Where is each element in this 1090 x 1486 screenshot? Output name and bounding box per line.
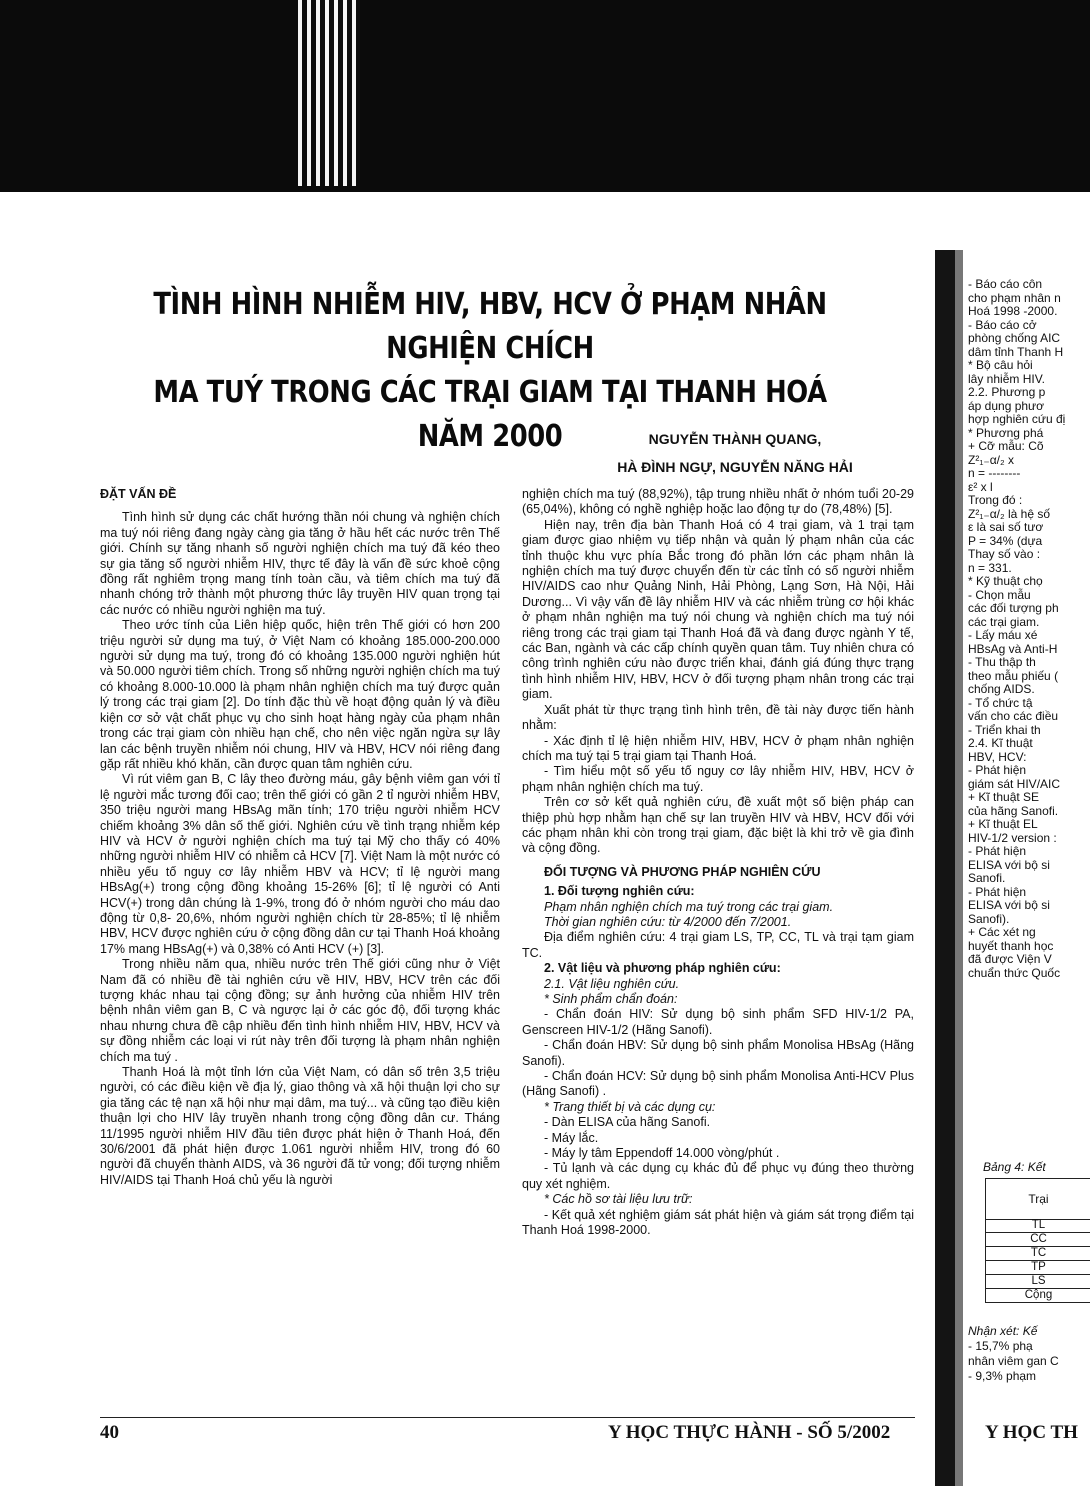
column-3-line: Z²₁₋α/₂ x xyxy=(968,452,1014,467)
table-row: LS xyxy=(985,1275,1090,1289)
column-3-line: - Phát hiện xyxy=(968,884,1027,899)
journal-name: Y HỌC THỰC HÀNH - SỐ 5/2002 xyxy=(608,1422,891,1443)
spine-stripes xyxy=(298,0,360,186)
column-3-line: - Thu thập th xyxy=(968,655,1036,669)
paragraph: - Chẩn đoán HCV: Sử dụng bộ sinh phẩm Monolisa Anti-HCV Plus (Hãng Sanofi) . xyxy=(522,1069,914,1099)
column-3-line: phòng chống AIC xyxy=(968,331,1061,345)
subsection-heading: 2. Vật liệu và phương pháp nghiên cứu: xyxy=(544,961,781,976)
author-line-1: NGUYỄN THÀNH QUANG, xyxy=(648,431,822,447)
paragraph: Xuất phát từ thực trạng tình hình trên, đề tài này được tiến hành nhằm: xyxy=(522,702,914,733)
paragraph: * Các hồ sơ tài liệu lưu trữ: xyxy=(544,1192,693,1207)
paragraph: - Kết quả xét nghiệm giám sát phát hiện và giám sát trọng điểm tại Thanh Hoá 1998-2000. xyxy=(522,1207,914,1238)
column-3-line: các trại giam. xyxy=(968,614,1040,629)
column-1 xyxy=(100,487,500,1188)
paragraph: Thời gian nghiên cứu: từ 4/2000 đến 7/2001. xyxy=(544,914,792,929)
column-3-line: cho phạm nhân n xyxy=(968,290,1061,305)
column-3-line: vấn cho các điều xyxy=(968,709,1059,723)
column-3-line: ELISA với bộ si xyxy=(968,898,1050,912)
column-3-line: theo mẫu phiếu ( xyxy=(968,668,1059,683)
column-3-line: - Chọn mẫu xyxy=(968,587,1031,602)
column-3-line: lây nhiễm HIV. xyxy=(968,371,1045,386)
column-3-line: 2.4. Kĩ thuật xyxy=(968,736,1033,750)
column-3-line: n = -------- xyxy=(968,466,1021,480)
paragraph: Theo ước tính của Liên hiệp quốc, hiện trên Thế giới có hơn 200 triệu người sử dụng ma tuý, ở Việt Nam có khoảng 185.000-200.000 người sử dụng ma tuý, trong đó có khoảng 135.000 người nghiện hút và 50.000 người tiêm chích. Trong số những người nghiện chích ma tuý có khoảng 8.000-10.000 là phạm nhân nghiện chích ma tuý được quản lý trong các trại giam [2]. Do tính đặc thù về hoạt động quản lý và điều kiện cơ sở vật chất phục vụ cho sinh hoạt hàng ngày của phạm nhân trong các trại giam còn nhiều hạn chế, cho nên việc ngăn ngừa sự lây lan các bệnh truyền nhiễm nói chung, HIV và HBV, HCV nói riêng đang gặp rất nhiều khó khăn, cần được quan tâm nghiên cứu. xyxy=(100,618,500,771)
paragraph: Thanh Hoá là một tỉnh lớn của Việt Nam, có dân số trên 3,5 triệu người, có các điều kiện về địa lý, giao thông và xã hội thuận lợi cho sự gia tăng các tệ nạn xã hội như mại dâm, ma tuý... và cũng tạo điều kiện thuận lợi cho HIV lây truyền nhanh trong cộng đồng dân cư. Tháng 11/1995 người nhiễm HIV đầu tiên được phát hiện ở Thanh Hoá, đến 30/6/2001 đã phát hiện được 1.061 người nhiễm HIV, trong đó 60 người đã chuyển thành AIDS, và 36 người đã tử vong; đối tượng nhiễm HIV/AIDS tại Thanh Hoá chủ yếu là người xyxy=(100,1065,500,1187)
column-3-line: Thay số vào : xyxy=(968,547,1041,561)
column-3-line: ε là sai số tươ xyxy=(968,520,1044,534)
title-line-1: TÌNH HÌNH NHIỄM HIV, HBV, HCV Ở PHẠM NHÂN NGHIỆN CHÍCH xyxy=(153,287,827,366)
paragraph: * Sinh phẩm chẩn đoán: xyxy=(544,992,678,1006)
table-row: CC xyxy=(985,1233,1090,1247)
paragraph: Phạm nhân nghiện chích ma tuý trong các trại giam. xyxy=(544,899,834,914)
paragraph: 2.1. Vật liệu nghiên cứu. xyxy=(544,976,680,991)
paragraph: Vì rút viêm gan B, C lây theo đường máu, gây bệnh viêm gan với tỉ lệ người mắc tương đối cao; trên thế giới có gần 2 tỉ người nhiễm HBV, 350 triệu người mang HBsAg mãn tính; 170 triệu người nhiễm HCV chiếm khoảng 3% dân số thế giới. Nghiên cứu về tình trạng nhiễm kép HIV và HCV ở người nghiện chích ma tuý tại Mỹ cho thấy có 40% những người nhiễm HIV có nhiễm cả HCV [7]. Việt Nam là một nước có nhiều yếu tố nguy cơ lây nhiễm HBV và HCV; tỉ lệ người mang HBsAg(+) trong cộng đồng khoảng 15-26% [6]; tỉ lệ người có Anti HCV(+) trong dân chúng là 1-9%, trong đó ở nhóm người cho máu dao động từ 0,8- 20,6%, nhóm người nghiện chích từ 28-85%; tỉ lệ nhiễm HBV, HCV được nghiên cứu ở cộng đồng dân cư tại Thanh Hoá khoảng 17% mang HBsAg(+) và 0,38% có Anti HCV (+) [3]. xyxy=(100,772,500,956)
column-3-line: Trong đó : xyxy=(968,493,1023,507)
page-gutter-edge xyxy=(955,250,963,1486)
column-3-line: đã được Viện V xyxy=(968,952,1052,966)
column-3-line: hợp nghiên cứu đị xyxy=(968,412,1066,426)
column-3-line: n = 331. xyxy=(968,560,1012,575)
column-3-line: áp dụng phươ xyxy=(968,398,1044,413)
column-3-line: chuẩn thức Quốc xyxy=(968,965,1061,980)
column-3-line: HBV, HCV: xyxy=(968,749,1027,764)
table-row: Cộng xyxy=(985,1289,1090,1303)
column-3-line: HIV-1/2 version : xyxy=(968,830,1057,845)
paragraph: Hiện nay, trên địa bàn Thanh Hoá có 4 trại giam, và 1 trại tạm giam được giao nhiệm vụ tiếp nhận và quản lý phạm nhân của các tỉnh thuộc khu vực phía Bắc trong đó phần lớn các phạm nhân là nghiện chích ma tuý được chuyển đến từ các tỉnh có số người nhiễm HIV/AIDS cao như Quảng Ninh, Hải Phòng, Lạng Sơn, Hà Nội, Hải Dương... Vì vậy vấn đề lây nhiễm HIV và các nhiễm trùng cơ hội khác ở phạm nhân nghiện ma tuý nói chung và nghiện chích ma tuý nói riêng trong các trại giam tại Thanh Hoá đã và đang được ngành Y tế, các Ban, ngành và các cấp chính quyền quan tâm. Tuy nhiên chưa có công trình nghiên cứu nào được triển khai, đánh giá đúng thực trạng tình hình nhiễm HIV, HBV, HCV ở đối tượng phạm nhân trong các trại giam. xyxy=(522,517,914,702)
title-line-2: MA TUÝ TRONG CÁC TRẠI GIAM TẠI THANH HOÁ NĂM 2000 xyxy=(153,375,827,454)
authors xyxy=(540,425,930,481)
column-3-after-table xyxy=(968,1324,1090,1384)
column-3-line: ε² x l xyxy=(968,479,993,494)
paragraph: - Chẩn đoán HBV: Sử dụng bộ sinh phẩm Monolisa HBsAg (Hãng Sanofi). xyxy=(522,1038,914,1068)
column-3-line: các đối tượng ph xyxy=(968,601,1059,615)
column-3-cropped xyxy=(968,278,1090,980)
column-3-line: Z²₁₋α/₂ là hệ số xyxy=(968,506,1051,521)
author-line-2: HÀ ĐÌNH NGỰ, NGUYỄN NĂNG HẢI xyxy=(617,459,853,475)
column-3-line: * Kỹ thuật chọ xyxy=(968,574,1043,588)
column-3-line: - Phát hiện xyxy=(968,763,1027,777)
table-header: Trại xyxy=(985,1178,1090,1220)
column-3-line: - Triển khai th xyxy=(968,722,1041,737)
column-3-line: nhân viêm gan C xyxy=(968,1354,1059,1368)
paragraph: Tình hình sử dụng các chất hướng thần nói chung và nghiện chích ma tuý nói riêng đang ngày càng gia tăng ở hầu hết các nước trên Thế giới. Chính sự tăng nhanh số người nghiện chích ma tuý đã kéo theo sự gia tăng số người nhiễm HIV, thực tế đây là vấn đề sức khoẻ cộng đồng rất nghiêm trọng mang tính toàn cầu, và tiêm chích ma tuý đã nhanh chóng trở thành một phương thức lây truyền HIV quan trọng tại các nước có nhiều người nghiện ma tuý. xyxy=(100,510,500,617)
table-caption: Bảng 4: Kết xyxy=(983,1160,1046,1174)
column-3-line: + Cỡ mẫu: Cõ xyxy=(968,439,1044,453)
section-heading: ĐỐI TƯỢNG VÀ PHƯƠNG PHÁP NGHIÊN CỨU xyxy=(544,864,821,879)
column-3-line: HBsAg và Anti-H xyxy=(968,641,1058,656)
column-3-line: Nhận xét: Kế xyxy=(968,1324,1038,1338)
paragraph: - Dàn ELISA của hãng Sanofi. xyxy=(544,1115,711,1130)
column-3-line: - Lấy máu xé xyxy=(968,628,1038,642)
column-3-line: * Bộ câu hỏi xyxy=(968,358,1033,372)
column-3-line: - Báo cáo cở xyxy=(968,317,1037,332)
column-3-line: ELISA với bộ si xyxy=(968,857,1050,872)
paragraph: - Tủ lạnh và các dụng cụ khác đủ để phục vụ đúng theo thường quy xét nghiệm. xyxy=(522,1161,914,1191)
column-3-line: dâm tỉnh Thanh H xyxy=(968,344,1064,359)
column-3-line: + Kĩ thuật SE xyxy=(968,790,1040,804)
column-3-line: chống AIDS. xyxy=(968,682,1035,696)
table-row: TC xyxy=(985,1247,1090,1261)
page-number: 40 xyxy=(100,1422,119,1443)
paragraph: - Máy lắc. xyxy=(544,1130,599,1145)
paragraph: Địa điểm nghiên cứu: 4 trại giam LS, TP, CC, TL và trại tạm giam TC. xyxy=(522,930,914,960)
column-3-line: * Phương phá xyxy=(968,425,1044,440)
subsection-heading: 1. Đối tượng nghiên cứu: xyxy=(544,884,695,899)
column-2 xyxy=(522,487,914,1239)
table-row: TL xyxy=(985,1219,1090,1233)
top-black-band xyxy=(0,0,1090,192)
paragraph: * Trang thiết bị và các dụng cụ: xyxy=(544,1099,716,1114)
paragraph: - Chẩn đoán HIV: Sử dụng bộ sinh phẩm SFD HIV-1/2 PA, Genscreen HIV-1/2 (Hãng Sanofi). xyxy=(522,1007,914,1037)
footer-rule xyxy=(100,1417,915,1418)
column-3-line: Sanofi). xyxy=(968,911,1010,926)
paragraph: nghiện chích ma tuý (88,92%), tập trung nhiều nhất ở nhóm tuổi 20-29 (65,04%), không có nghề nghiệp hoặc lao động tự do (78,48%) [5]. xyxy=(522,487,914,517)
column-3-line: - Báo cáo côn xyxy=(968,278,1043,291)
column-3-line: của hãng Sanofi. xyxy=(968,803,1059,818)
section-heading: ĐẶT VẤN ĐỀ xyxy=(100,487,177,501)
journal-name-right: Y HỌC TH xyxy=(985,1422,1078,1443)
column-3-line: 2.2. Phương p xyxy=(968,385,1046,399)
paragraph: - Tìm hiểu một số yếu tố nguy cơ lây nhiễm HIV, HBV, HCV ở phạm nhân nghiện chích ma tuý. xyxy=(522,764,914,794)
paragraph: - Máy ly tâm Eppendoff 14.000 vòng/phút . xyxy=(544,1146,780,1161)
paragraph: - Xác định tỉ lệ hiện nhiễm HIV, HBV, HCV ở phạm nhân nghiện chích ma tuý tại 5 trại giam tại Thanh Hoá. xyxy=(522,733,914,763)
column-3-line: - 15,7% phạ xyxy=(968,1339,1033,1353)
column-3-line: P = 34% (dựa xyxy=(968,533,1043,548)
column-3-line: Hoá 1998 -2000. xyxy=(968,304,1058,318)
column-3-line: - Phát hiện xyxy=(968,844,1027,858)
column-3-line: - 9,3% phạm xyxy=(968,1369,1037,1383)
paragraph: Trong nhiều năm qua, nhiều nước trên Thế giới cũng như ở Việt Nam đã có nhiều đề tài nghiên cứu về HIV, HBV, HCV trên các đối tượng khác nhau tại cộng đồng; sự ảnh hưởng của nhiễm HIV trên bệnh nhân viêm gan B, C và ngược lại ở các góc độ, đối tượng khác nhau nhưng chưa đề cập nhiều đến tình hình nhiễm HIV, HBV, HCV và sự đồng nhiễm các loại vi rút này trên đối tượng là phạm nhân nghiện chích ma tuý . xyxy=(100,957,500,1064)
paragraph: Trên cơ sở kết quả nghiên cứu, đề xuất một số biện pháp can thiệp phù hợp nhằm hạn chế sự lan truyền HIV và HBV, HCV đối với các phạm nhân khi còn trong trại giam, đặc biệt là khi trở về gia đình và cộng đồng. xyxy=(522,795,914,856)
column-3-line: huyết thanh học xyxy=(968,938,1054,953)
column-3-line: - Tổ chức tậ xyxy=(968,695,1033,710)
column-3-line: + Kĩ thuật EL xyxy=(968,817,1038,831)
column-3-line: Sanofi. xyxy=(968,871,1006,885)
table-row: TP xyxy=(985,1261,1090,1275)
column-3-line: + Các xét ng xyxy=(968,925,1036,939)
column-3-line: giám sát HIV/AIC xyxy=(968,776,1061,791)
